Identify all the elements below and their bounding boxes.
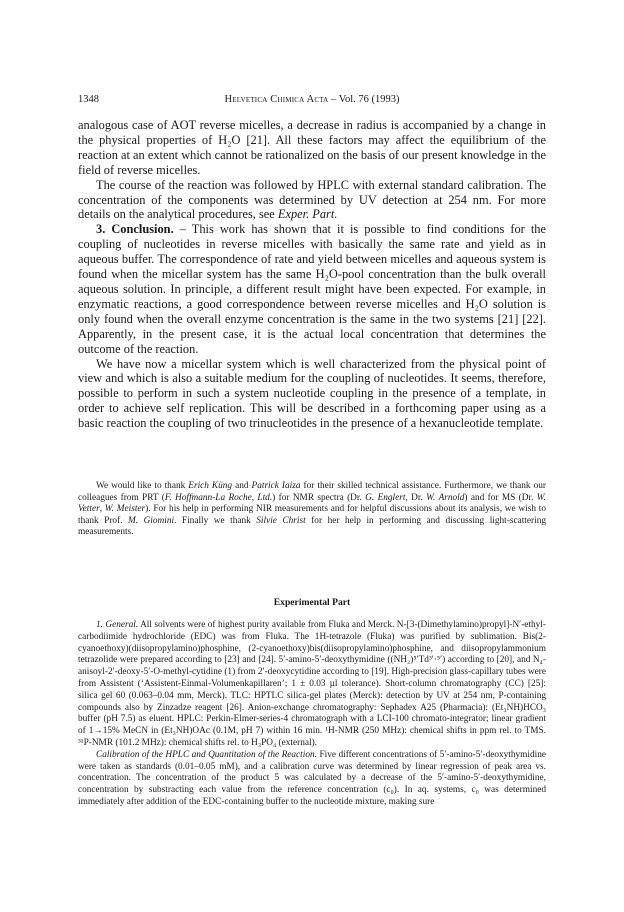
ack-text: and: [232, 481, 252, 491]
calibration-text: Five different concentrations of 5′-amino-5′-deoxythymidine were taken as standards (0.01–0.05 mM), and a calibration curve was determined by linear regression of peak area vs. concentration. The concentration of the product 5 was calculated by a decrease of the 5′-amino-5′-deoxythymidine, concentration by substracting each value from the reference concentration (c₀). In aq. systems, c₀ was determined immediately after addition of the EDC-containing buffer to the nucleotide mixture, making sure: [78, 749, 546, 807]
paragraph-2: [78, 178, 546, 223]
ack-name: W. Meister: [104, 504, 146, 515]
ack-name: Patrick Iaiza: [251, 481, 301, 491]
ack-name: Silvie Christ: [256, 515, 306, 526]
main-text: [78, 118, 546, 431]
acknowledgement: [78, 481, 546, 539]
calibration-paragraph: [78, 750, 546, 809]
experimental-heading: Experimental Part: [273, 597, 351, 608]
journal-name: Helvetica Chimica Acta: [224, 94, 329, 105]
general-text: All solvents were of highest purity available from Fluka and Merck. N-[3-(Dimethylamino)propyl]-N′-ethyl-carbodiimide hydrochloride (EDC) was from Fluka. The 1H-tetrazole (Fluka) was purified by sublimation. Bis(2-cyanoethoxy)(diisopropylamino)phosphine, (2-cyanoethoxy)bis(diisopropylamino)phosphine, and diisopropylammonium tetrazolide were prepared according to [23] and [24]. 5′-amino-5′-deoxythymidine ((NH₂)⁵′Td³′·⁵′) according to [20], and N₄-anisoyl-2′-deoxy-5′-O-methyl-cytidine (1) from 2′-deoxycytidine according to [19]. High-precision glass-capillary tubes were from Assistent (‘Assistent-Einmal-Volumenkapillaren’; 1 ± 0.03 µl tolerance). Short-column chromatography (CC) [25]: silica gel 60 (0.063–0.04 mm, Merck). TLC: HPTLC silica-gel plates (Merck): detection by UV at 254 nm, P-containing compounds also by Zinzadze reagent [26]. Anion-exchange chromatography: Sephadex A25 (Pharmacia): (Et₃NH)HCO₃ buffer (pH 7.5) as eluent. HPLC: Perkin-Elmer-series-4 chromatograph with a LCI-100 chromato-integrator; linear gradient of 1→15% MeCN in (Et₃NH)OAc (0.1M, pH 7) within 16 min. ¹H-NMR (250 MHz): chemical shifts in ppm rel. to TMS. ³¹P-NMR (101.2 MHz): chemical shifts rel. to H₃PO₄ (external).: [78, 620, 546, 748]
experimental-text: [78, 620, 546, 809]
page-number: 1348: [78, 94, 99, 105]
ack-text: , Dr.: [405, 492, 427, 503]
general-label: 1. General.: [96, 620, 139, 630]
ack-text: We would like to thank: [96, 481, 189, 491]
acknowledgement-text: [78, 481, 546, 539]
conclusion-text: – This work has shown that it is possible to find conditions for the coupling of nucleotides in reverse micelles with basically the same rate and yield as in aqueous buffer. The correspondence of rate and yield between micelles and aqueous system is found when the micellar system has the same H₂O-pool concentration than the bulk overall aqueous solution. In principle, a different result might have been expected. For example, in enzymatic reactions, a good correspondence between reverse micelles and H₂O solution is only found when the overall enzyme concentration is the same in the two systems [21] [22]. Apparently, in the present case, it is the actual local concentration that determines the outcome of the reaction.: [78, 222, 546, 356]
running-header: [78, 94, 546, 108]
ack-name: W. Vetter: [78, 492, 546, 515]
paragraph-conclusion: [78, 222, 546, 356]
ack-text: for their skilled technical assistance. Furthermore, we thank our colleagues from PRT (: [78, 481, 546, 503]
ack-text: ) for NMR spectra (Dr.: [272, 492, 366, 503]
ack-name: M. Giomini: [128, 515, 175, 526]
exper-part-ref: Exper. Part.: [277, 207, 338, 222]
ack-name: W. Arnold: [426, 492, 465, 503]
running-title: [78, 94, 546, 105]
paragraph-1: analogous case of AOT reverse micelles, a decrease in radius is accompanied by a change in the physical properties of H₂O [21]. All these factors may affect the equilibrium of the reaction at an extent which cannot be rationalized on the basis of our present knowledge in the field of reverse micelles.: [78, 118, 546, 177]
paragraph-2-text: The course of the reaction was followed by HPLC with external standard calibration. The concentration of the components was determined by UV detection at 254 nm. For more details on the analytical procedures, see: [78, 177, 546, 222]
calibration-label: Calibration of the HPLC and Quantitation of the Reaction.: [96, 749, 317, 760]
ack-name: G. Englert: [365, 492, 406, 503]
journal-volume: – Vol. 76 (1993): [328, 94, 400, 105]
ack-text: ). For his help in performing NIR measurements and for helpful discussions about its analysis, we wish to thank Prof.: [78, 504, 546, 526]
paragraph-4: We have now a micellar system which is well characterized from the physical point of view and which is also a suitable medium for the coupling of nucleotides. It seems, therefore, possible to perform in such a system nucleotide coupling in the presence of a template, in order to achieve self replication. This will be described in a forthcoming paper using as a basic reaction the coupling of two trinucleotides in the presence of a hexanucleotide template.: [78, 356, 546, 431]
ack-text: ) and for MS (Dr.: [464, 492, 537, 503]
ack-text: ,: [99, 504, 105, 515]
ack-text: for her help in performing and discussing light-scattering measurements.: [78, 515, 546, 538]
general-paragraph: [78, 620, 546, 750]
conclusion-heading: 3. Conclusion.: [96, 222, 174, 237]
ack-name: F. Hoffmann-La Roche, Ltd.: [164, 492, 273, 503]
ack-text: . Finally we thank: [174, 515, 257, 526]
ack-name: Erich Küng: [188, 481, 233, 491]
